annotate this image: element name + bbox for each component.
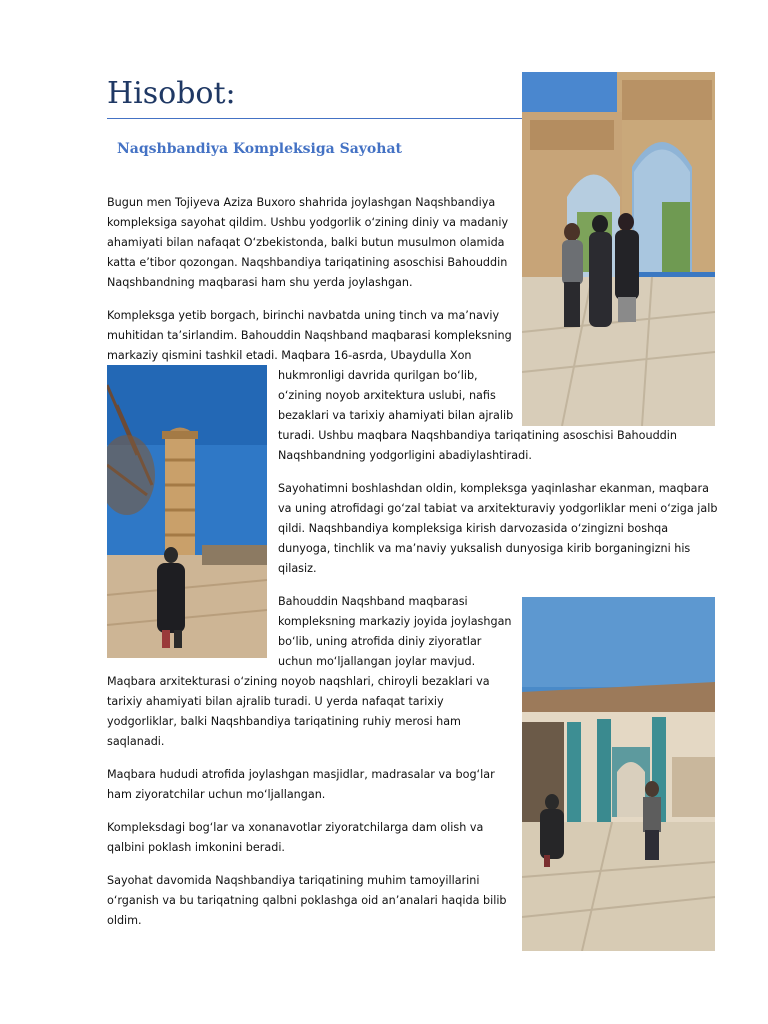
body-line: saqlanadi. [107, 735, 165, 748]
body-line: bezaklari va tarixiy ahamiyati bilan ajralib [278, 409, 514, 422]
body-line: Sayohatimni boshlashdan oldin, kompleksga yaqinlashar ekanman, maqbara [278, 482, 709, 495]
body-line: kompleksiga sayohat qildim. Ushbu yodgorlik o‘zining diniy va madaniy [107, 216, 509, 229]
body-line: Maqbara hududi atrofida joylashgan masjidlar, madrasalar va bog‘lar [107, 768, 495, 781]
body-line: ahamiyati bilan nafaqat O‘zbekistonda, balki butun musulmon olamida [107, 236, 505, 249]
body-line: oldim. [107, 914, 142, 927]
body-line: Sayohat davomida Naqshbandiya tariqatining muhim tamoyillarini [107, 874, 480, 887]
body-line: kompleksning markaziy joyida joylashgan [278, 615, 512, 628]
title-divider [107, 118, 523, 119]
body-line: Maqbara arxitekturasi o‘zining noyob naqshlari, chiroyli bezaklari va [107, 675, 490, 688]
body-line: ham ziyoratchilar uchun mo‘ljallangan. [107, 788, 326, 801]
body-line: bo‘lib, uning atrofida diniy ziyoratlar [278, 635, 482, 648]
body-line: qalbini poklash imkonini beradi. [107, 841, 285, 854]
body-line: uchun mo‘ljallangan joylar mavjud. [278, 655, 476, 668]
page-title: Hisobot: [107, 76, 236, 111]
body-line: Bahouddin Naqshband maqbarasi [278, 595, 468, 608]
body-line: markaziy qismini tashkil etadi. Maqbara 16-asrda, Ubaydulla Xon [107, 349, 472, 362]
photo-courtyard [522, 597, 715, 951]
body-line: hukmronligi davrida qurilgan bo‘lib, [278, 369, 478, 382]
body-line: turadi. Ushbu maqbara Naqshbandiya tariqatining asoschisi Bahouddin [278, 429, 677, 442]
body-line: va uning atrofidagi go‘zal tabiat va arxitekturaviy yodgorliklar meni o‘ziga jalb [278, 502, 718, 515]
body-line: Naqshbandning yodgorligini abadiylashtiradi. [278, 449, 532, 462]
body-line: tarixiy ahamiyati bilan ajralib turadi. U yerda nafaqat tarixiy [107, 695, 444, 708]
body-line: Naqshbandning maqbarasi ham shu yerda joylashgan. [107, 276, 413, 289]
body-line: qildi. Naqshbandiya kompleksiga kirish darvozasida o‘zingizni boshqa [278, 522, 669, 535]
body-line: o‘rganish va bu tariqatning qalbni poklashga oid an’analari haqida bilib [107, 894, 507, 907]
body-line: yodgorliklar, balki Naqshbandiya tariqatining ruhiy merosi ham [107, 715, 461, 728]
page-subtitle: Naqshbandiya Kompleksiga Sayohat [117, 141, 402, 157]
photo-minaret [107, 365, 267, 658]
photo-gate-visitors [522, 72, 715, 426]
body-line: katta e’tibor qozongan. Naqshbandiya tariqatining asoschisi Bahouddin [107, 256, 508, 269]
body-line: Kompleksdagi bog‘lar va xonanavotlar ziyoratchilarga dam olish va [107, 821, 484, 834]
body-line: Kompleksga yetib borgach, birinchi navbatda uning tinch va ma’naviy [107, 309, 500, 322]
body-line: qilasiz. [278, 562, 317, 575]
body-line: muhitidan ta’sirlandim. Bahouddin Naqshband maqbarasi kompleksning [107, 329, 512, 342]
body-line: o‘zining noyob arxitektura uslubi, nafis [278, 389, 496, 402]
body-line: Bugun men Tojiyeva Aziza Buxoro shahrida joylashgan Naqshbandiya [107, 196, 496, 209]
body-line: dunyoga, tinchlik va ma’naviy yuksalish dunyosiga kirib borganingizni his [278, 542, 691, 555]
